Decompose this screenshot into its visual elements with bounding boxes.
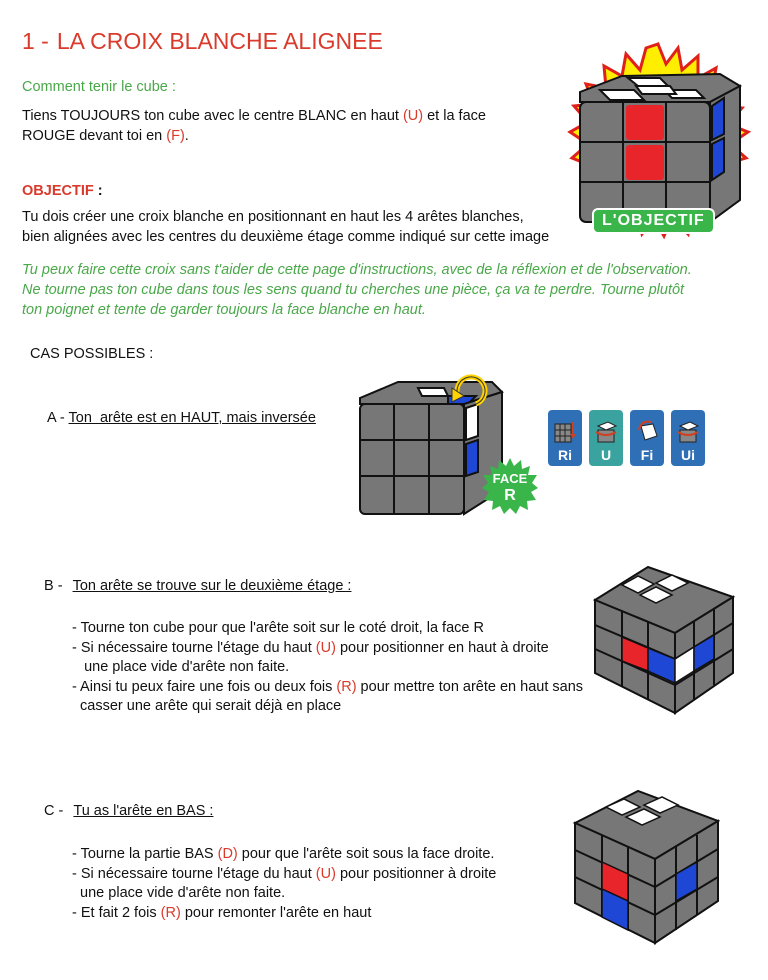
case-b-image [590, 565, 740, 715]
objective-heading [22, 183, 103, 199]
hold-label: Comment tenir le cube : [22, 79, 176, 95]
objective-image [560, 40, 756, 240]
case-title: Tu as l'arête en BAS : [73, 803, 214, 819]
step: - Et fait 2 fois (R) pour remonter l'arête en haut [72, 904, 372, 921]
move-notation: (U) [402, 108, 424, 124]
move-badge-fi [630, 410, 664, 466]
case-letter: B - [44, 578, 63, 594]
text: et la face [423, 108, 486, 124]
face-letter: R [504, 487, 516, 504]
step: - Tourne la partie BAS (D) pour que l'arête soit sous la face droite. [72, 846, 495, 862]
move-badge-u [589, 410, 623, 466]
objective-badge: L'OBJECTIF [592, 208, 715, 234]
case-b-heading [44, 578, 351, 594]
text: ROUGE devant toi en [22, 128, 167, 144]
case-title: Ton arête est en HAUT, mais inversée [68, 410, 316, 426]
case-a-image [352, 374, 542, 524]
text: Tu dois créer une croix blanche en positionnant en haut les 4 arêtes blanches, [22, 209, 524, 225]
hold-instructions [22, 106, 486, 146]
step: une place vide d'arête non faite. [72, 659, 290, 675]
move-sequence [548, 410, 705, 466]
face-label: FACE [492, 471, 528, 486]
move-notation: (F) [166, 128, 185, 144]
case-letter: A - [47, 410, 65, 426]
step: casser une arête qui serait déjà en place [72, 698, 342, 714]
case-title: Ton arête se trouve sur le deuxième étage : [72, 578, 352, 594]
step: - Si nécessaire tourne l'étage du haut (U) pour positionner en haut à droite [72, 639, 549, 656]
step: - Tourne ton cube pour que l'arête soit sur le coté droit, la face R [72, 620, 484, 636]
tip-text [22, 260, 692, 320]
page-title [22, 28, 383, 55]
text: Tiens TOUJOURS ton cube avec le centre BLANC en haut [22, 108, 403, 124]
cube-move-icon [676, 420, 700, 444]
section-title: LA CROIX BLANCHE ALIGNEE [56, 28, 383, 54]
cube-move-icon [635, 420, 659, 444]
text: : [93, 183, 103, 199]
step: - Si nécessaire tourne l'étage du haut (U) pour positionner à droite [72, 865, 497, 882]
step: - Ainsi tu peux faire une fois ou deux fois (R) pour mettre ton arête en haut sans [72, 678, 584, 695]
case-c-steps [72, 845, 496, 923]
text: Ne tourne pas ton cube dans tous les sens quand tu cherches une pièce, ça va te perdre. Tourne plutôt [22, 282, 685, 298]
move-badge-ri [548, 410, 582, 466]
move-label: Fi [640, 447, 654, 463]
text: . [184, 128, 189, 144]
case-a-heading [47, 410, 316, 426]
move-label: U [600, 447, 612, 463]
section-number: 1 - [22, 28, 49, 54]
cases-heading: CAS POSSIBLES : [30, 346, 154, 362]
cube-move-icon [594, 420, 618, 444]
case-c-heading [44, 803, 213, 819]
case-c-image [570, 785, 720, 945]
step: une place vide d'arête non faite. [72, 885, 286, 901]
case-b-steps [72, 619, 583, 717]
move-label: Ui [681, 447, 695, 463]
objective-text [22, 207, 549, 247]
cube-move-icon [553, 420, 577, 444]
objective-label: OBJECTIF [22, 183, 94, 199]
text: ton poignet et tente de garder toujours la face blanche en haut. [22, 302, 426, 318]
cube-bottom-edge-icon [570, 785, 720, 945]
face-r-badge [482, 458, 538, 514]
case-letter: C - [44, 803, 64, 819]
move-badge-ui [671, 410, 705, 466]
text: bien alignées avec les centres du deuxième étage comme indiqué sur cette image [22, 229, 550, 245]
cube-middle-edge-icon [590, 565, 740, 715]
move-label: Ri [558, 447, 572, 463]
text: Tu peux faire cette croix sans t'aider de cette page d'instructions, avec de la réflexion et de l'observation. [22, 262, 692, 278]
